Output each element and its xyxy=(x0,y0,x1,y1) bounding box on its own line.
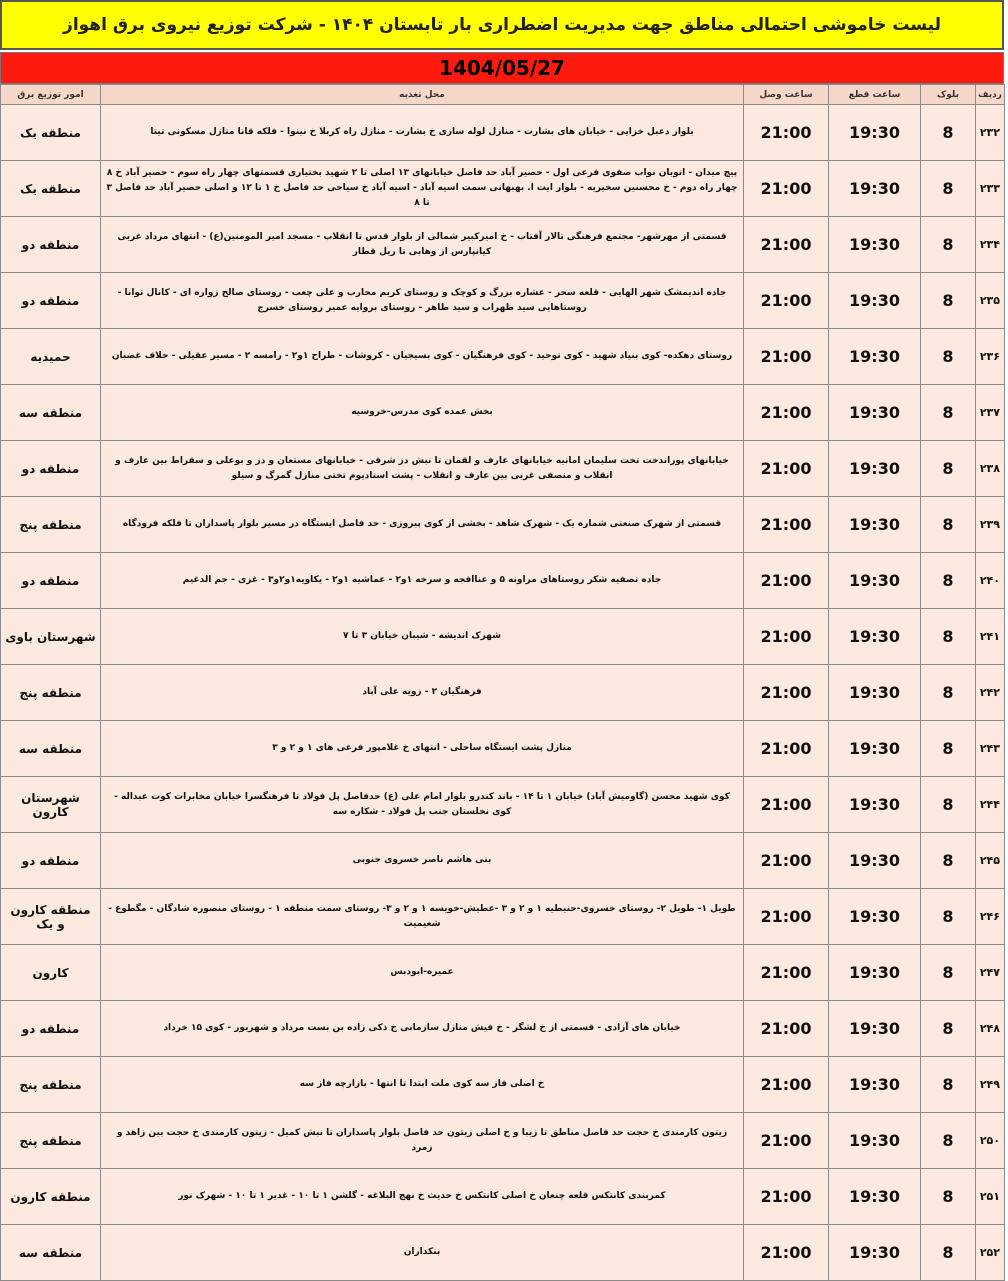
connect-time-cell: 21:00 xyxy=(744,1001,829,1057)
feed-area-cell: کوی شهید محسن (گاومیش آباد) خیابان ۱ تا ۱۴ - باند کندرو بلوار امام علی (ع) حدفاصل پل فولاد تا فرهنگسرا خیابان مخابرات کوت عبداله - کوی نخلستان جنب پل فولاد - شکاره سه xyxy=(101,777,744,833)
row-number-cell: ۲۴۱ xyxy=(976,609,1005,665)
district-cell: منطقه پنج xyxy=(1,665,101,721)
row-number-cell: ۲۳۳ xyxy=(976,161,1005,217)
connect-time-cell: 21:00 xyxy=(744,1169,829,1225)
district-cell: شهرستان باوی xyxy=(1,609,101,665)
district-cell: منطقه دو xyxy=(1,553,101,609)
table-header-row xyxy=(1,85,1005,105)
cut-time-cell: 19:30 xyxy=(829,1057,921,1113)
table-row xyxy=(1,441,1005,497)
cut-time-cell: 19:30 xyxy=(829,553,921,609)
row-number-cell: ۲۳۶ xyxy=(976,329,1005,385)
block-cell: 8 xyxy=(921,1169,976,1225)
feed-area-cell: جاده اندیمشک شهر الهایی - قلعه سحر - عشاره بزرگ و کوچک و روستای کریم محارب و علی چعب - روستای صالح زواره ای - کانال توانا - روستاهایی سید ظهراب و سید طاهر - روستای بروایه عمیر روستای خسرج xyxy=(101,273,744,329)
feed-area-cell: منازل پشت ایستگاه ساحلی - انتهای خ غلامپور فرعی های ۱ و ۲ و ۳ xyxy=(101,721,744,777)
table-row xyxy=(1,1169,1005,1225)
cut-time-cell: 19:30 xyxy=(829,945,921,1001)
table-row xyxy=(1,889,1005,945)
header-feed-area: محل تغذیه xyxy=(101,85,744,105)
block-cell: 8 xyxy=(921,833,976,889)
header-row-number: ردیف xyxy=(976,85,1005,105)
connect-time-cell: 21:00 xyxy=(744,385,829,441)
table-row xyxy=(1,1225,1005,1281)
table-row xyxy=(1,945,1005,1001)
table-row xyxy=(1,329,1005,385)
district-cell: منطقه سه xyxy=(1,1225,101,1281)
connect-time-cell: 21:00 xyxy=(744,945,829,1001)
block-cell: 8 xyxy=(921,1225,976,1281)
block-cell: 8 xyxy=(921,721,976,777)
connect-time-cell: 21:00 xyxy=(744,609,829,665)
cut-time-cell: 19:30 xyxy=(829,833,921,889)
connect-time-cell: 21:00 xyxy=(744,497,829,553)
row-number-cell: ۲۳۴ xyxy=(976,217,1005,273)
cut-time-cell: 19:30 xyxy=(829,217,921,273)
row-number-cell: ۲۳۲ xyxy=(976,105,1005,161)
block-cell: 8 xyxy=(921,161,976,217)
feed-area-cell: بلوار دعبل خزایی - خیابان های بشارت - منازل لوله سازی خ بشارت - منازل راه کربلا خ نینوا - فلکه قانا منازل مسکونی تیتا xyxy=(101,105,744,161)
row-number-cell: ۲۴۰ xyxy=(976,553,1005,609)
date-banner xyxy=(0,52,1004,84)
connect-time-cell: 21:00 xyxy=(744,329,829,385)
table-row xyxy=(1,1113,1005,1169)
cut-time-cell: 19:30 xyxy=(829,1169,921,1225)
block-cell: 8 xyxy=(921,217,976,273)
district-cell: منطقه سه xyxy=(1,721,101,777)
header-district: امور توزیع برق xyxy=(1,85,101,105)
table-row xyxy=(1,273,1005,329)
row-number-cell: ۲۴۴ xyxy=(976,777,1005,833)
table-row xyxy=(1,609,1005,665)
connect-time-cell: 21:00 xyxy=(744,273,829,329)
cut-time-cell: 19:30 xyxy=(829,1113,921,1169)
district-cell: منطقه یک xyxy=(1,105,101,161)
connect-time-cell: 21:00 xyxy=(744,777,829,833)
district-cell: منطقه یک xyxy=(1,161,101,217)
table-row xyxy=(1,721,1005,777)
row-number-cell: ۲۴۷ xyxy=(976,945,1005,1001)
table-row xyxy=(1,497,1005,553)
district-cell: منطقه کارون و یک xyxy=(1,889,101,945)
block-cell: 8 xyxy=(921,1057,976,1113)
block-cell: 8 xyxy=(921,441,976,497)
table-row xyxy=(1,553,1005,609)
row-number-cell: ۲۴۳ xyxy=(976,721,1005,777)
row-number-cell: ۲۵۱ xyxy=(976,1169,1005,1225)
row-number-cell: ۲۴۲ xyxy=(976,665,1005,721)
table-row xyxy=(1,161,1005,217)
table-row xyxy=(1,105,1005,161)
district-cell: منطقه سه xyxy=(1,385,101,441)
block-cell: 8 xyxy=(921,889,976,945)
row-number-cell: ۲۴۶ xyxy=(976,889,1005,945)
district-cell: منطقه دو xyxy=(1,441,101,497)
row-number-cell: ۲۵۰ xyxy=(976,1113,1005,1169)
connect-time-cell: 21:00 xyxy=(744,665,829,721)
district-cell: کارون xyxy=(1,945,101,1001)
connect-time-cell: 21:00 xyxy=(744,105,829,161)
table-body xyxy=(1,105,1005,1281)
cut-time-cell: 19:30 xyxy=(829,609,921,665)
district-cell: شهرستان کارون xyxy=(1,777,101,833)
feed-area-cell: بخش عمده کوی مدرس-خروسیه xyxy=(101,385,744,441)
feed-area-cell: پیچ میدان - اتوبان نواب صفوی فرعی اول - حصیر آباد حد فاصل خیابانهای ۱۳ اصلی تا ۲ شهید بختیاری قسمتهای چهار راه سوم - حصیر آباد خ ۸ چهار راه دوم - خ محسنین سخیریه - بلوار ایت ا. بهبهانی سمت اسیه آباد - اسیه آباد خ سیاحی حد فاصل خ ۱ تا ۱۲ و اصلی حصیر آباد حد فاصل ۳ تا ۸ xyxy=(101,161,744,217)
district-cell: منطقه کارون xyxy=(1,1169,101,1225)
schedule-date: 1404/05/27 xyxy=(439,56,565,80)
row-number-cell: ۲۴۹ xyxy=(976,1057,1005,1113)
connect-time-cell: 21:00 xyxy=(744,1113,829,1169)
table-row xyxy=(1,385,1005,441)
table-row xyxy=(1,1057,1005,1113)
cut-time-cell: 19:30 xyxy=(829,665,921,721)
block-cell: 8 xyxy=(921,777,976,833)
district-cell: منطقه پنج xyxy=(1,1113,101,1169)
cut-time-cell: 19:30 xyxy=(829,329,921,385)
cut-time-cell: 19:30 xyxy=(829,777,921,833)
row-number-cell: ۲۴۵ xyxy=(976,833,1005,889)
block-cell: 8 xyxy=(921,609,976,665)
block-cell: 8 xyxy=(921,665,976,721)
district-cell: منطقه پنج xyxy=(1,1057,101,1113)
feed-area-cell: بنکداران xyxy=(101,1225,744,1281)
table-row xyxy=(1,217,1005,273)
cut-time-cell: 19:30 xyxy=(829,161,921,217)
feed-area-cell: خ اصلی فاز سه کوی ملت ابتدا تا انتها - بازارچه فاز سه xyxy=(101,1057,744,1113)
connect-time-cell: 21:00 xyxy=(744,441,829,497)
header-connect-time: ساعت وصل xyxy=(744,85,829,105)
feed-area-cell: بنی هاشم ناصر خسروی جنوبی xyxy=(101,833,744,889)
table-row xyxy=(1,833,1005,889)
block-cell: 8 xyxy=(921,273,976,329)
feed-area-cell: قسمتی از شهرک صنعتی شماره یک - شهرک شاهد - بخشی از کوی پیروزی - حد فاصل ایستگاه در مسیر بلوار پاسداران تا فلکه فرودگاه xyxy=(101,497,744,553)
table-row xyxy=(1,777,1005,833)
district-cell: منطقه دو xyxy=(1,217,101,273)
feed-area-cell: خیابانهای پوراندخت تخت سلیمان امانیه خیابانهای عارف و لقمان تا نبش دز شرقی - خیابانهای مستعان و دز و بوعلی و سقراط بین عارف و انقلاب و منصفی غربی بین عارف و انقلاب - پشت استادیوم تختی منازل گمرگ و سیلو xyxy=(101,441,744,497)
feed-area-cell: عمیره-ابودبس xyxy=(101,945,744,1001)
feed-area-cell: فرهنگیان ۲ - زویه علی آباد xyxy=(101,665,744,721)
cut-time-cell: 19:30 xyxy=(829,441,921,497)
district-cell: منطقه پنج xyxy=(1,497,101,553)
connect-time-cell: 21:00 xyxy=(744,889,829,945)
connect-time-cell: 21:00 xyxy=(744,721,829,777)
cut-time-cell: 19:30 xyxy=(829,889,921,945)
block-cell: 8 xyxy=(921,385,976,441)
connect-time-cell: 21:00 xyxy=(744,833,829,889)
cut-time-cell: 19:30 xyxy=(829,385,921,441)
row-number-cell: ۲۳۸ xyxy=(976,441,1005,497)
block-cell: 8 xyxy=(921,1001,976,1057)
table-row xyxy=(1,665,1005,721)
table-row xyxy=(1,1001,1005,1057)
block-cell: 8 xyxy=(921,945,976,1001)
feed-area-cell: شهرک اندیشه - شیبان خیابان ۳ تا ۷ xyxy=(101,609,744,665)
cut-time-cell: 19:30 xyxy=(829,273,921,329)
block-cell: 8 xyxy=(921,1113,976,1169)
district-cell: منطقه دو xyxy=(1,273,101,329)
row-number-cell: ۲۳۷ xyxy=(976,385,1005,441)
outage-table xyxy=(0,84,1005,1281)
title-banner xyxy=(0,0,1004,50)
block-cell: 8 xyxy=(921,329,976,385)
feed-area-cell: جاده تصفیه شکر روستاهای مراونه ۵ و عناافجه و سرخه ۱و۲ - عماشیه ۱و۲ - یکاویه۱و۲و۳ - غزی - جم الدغیم xyxy=(101,553,744,609)
feed-area-cell: کمربندی کانتکس قلعه چنعان خ اصلی کانتکس خ حدیث خ نهج البلاغه - گلشن ۱ تا ۱۰ - غدیر ۱ تا ۱۰ - شهرک نور xyxy=(101,1169,744,1225)
row-number-cell: ۲۵۲ xyxy=(976,1225,1005,1281)
cut-time-cell: 19:30 xyxy=(829,1001,921,1057)
connect-time-cell: 21:00 xyxy=(744,1057,829,1113)
feed-area-cell: طویل ۱- طویل ۲- روستای خسروی-حنیطیه ۱ و ۲ و ۳ -عطیش-خویسه ۱ و ۲ و ۳- روستای سمت منطقه ۱ - روستای منصوره شادگان - مگطوع - شعیمیت xyxy=(101,889,744,945)
cut-time-cell: 19:30 xyxy=(829,497,921,553)
row-number-cell: ۲۳۵ xyxy=(976,273,1005,329)
feed-area-cell: زیتون کارمندی خ حجت حد فاصل مناطق تا زیبا و خ اصلی زیتون حد فاصل بلوار پاسداران تا نبش کمیل - زیتون کارمندی خ حجت بین زاهد و زمرد xyxy=(101,1113,744,1169)
header-block: بلوک xyxy=(921,85,976,105)
block-cell: 8 xyxy=(921,497,976,553)
connect-time-cell: 21:00 xyxy=(744,553,829,609)
cut-time-cell: 19:30 xyxy=(829,1225,921,1281)
feed-area-cell: روستای دهکده- کوی بنیاد شهید - کوی توحید - کوی فرهنگیان - کوی بسیجیان - کروشات - طراح ۱و۲ - رامسه ۲ - مسیر عقیلی - حلاف غضبان xyxy=(101,329,744,385)
cut-time-cell: 19:30 xyxy=(829,105,921,161)
connect-time-cell: 21:00 xyxy=(744,161,829,217)
row-number-cell: ۲۴۸ xyxy=(976,1001,1005,1057)
block-cell: 8 xyxy=(921,105,976,161)
district-cell: منطقه دو xyxy=(1,833,101,889)
header-cut-time: ساعت قطع xyxy=(829,85,921,105)
connect-time-cell: 21:00 xyxy=(744,1225,829,1281)
cut-time-cell: 19:30 xyxy=(829,721,921,777)
district-cell: منطقه دو xyxy=(1,1001,101,1057)
feed-area-cell: قسمتی از مهرشهر- مجتمع فرهنگی تالار آفتاب - خ امیرکبیر شمالی از بلوار قدس تا انقلاب - مسجد امیر المومنین(ع) - انتهای مرداد غربی کیانپارس از وهابی تا ریل قطار xyxy=(101,217,744,273)
district-cell: حمیدیه xyxy=(1,329,101,385)
feed-area-cell: خیابان های آزادی - قسمتی از خ لشگر - خ فیش منازل سازمانی خ ذکی زاده بن بست مرداد و شهریور - کوی ۱۵ خرداد xyxy=(101,1001,744,1057)
block-cell: 8 xyxy=(921,553,976,609)
row-number-cell: ۲۳۹ xyxy=(976,497,1005,553)
page-title: لیست خاموشی احتمالی مناطق جهت مدیریت اضطراری بار تابستان ۱۴۰۴ - شرکت توزیع نیروی برق اهواز xyxy=(63,15,941,35)
connect-time-cell: 21:00 xyxy=(744,217,829,273)
